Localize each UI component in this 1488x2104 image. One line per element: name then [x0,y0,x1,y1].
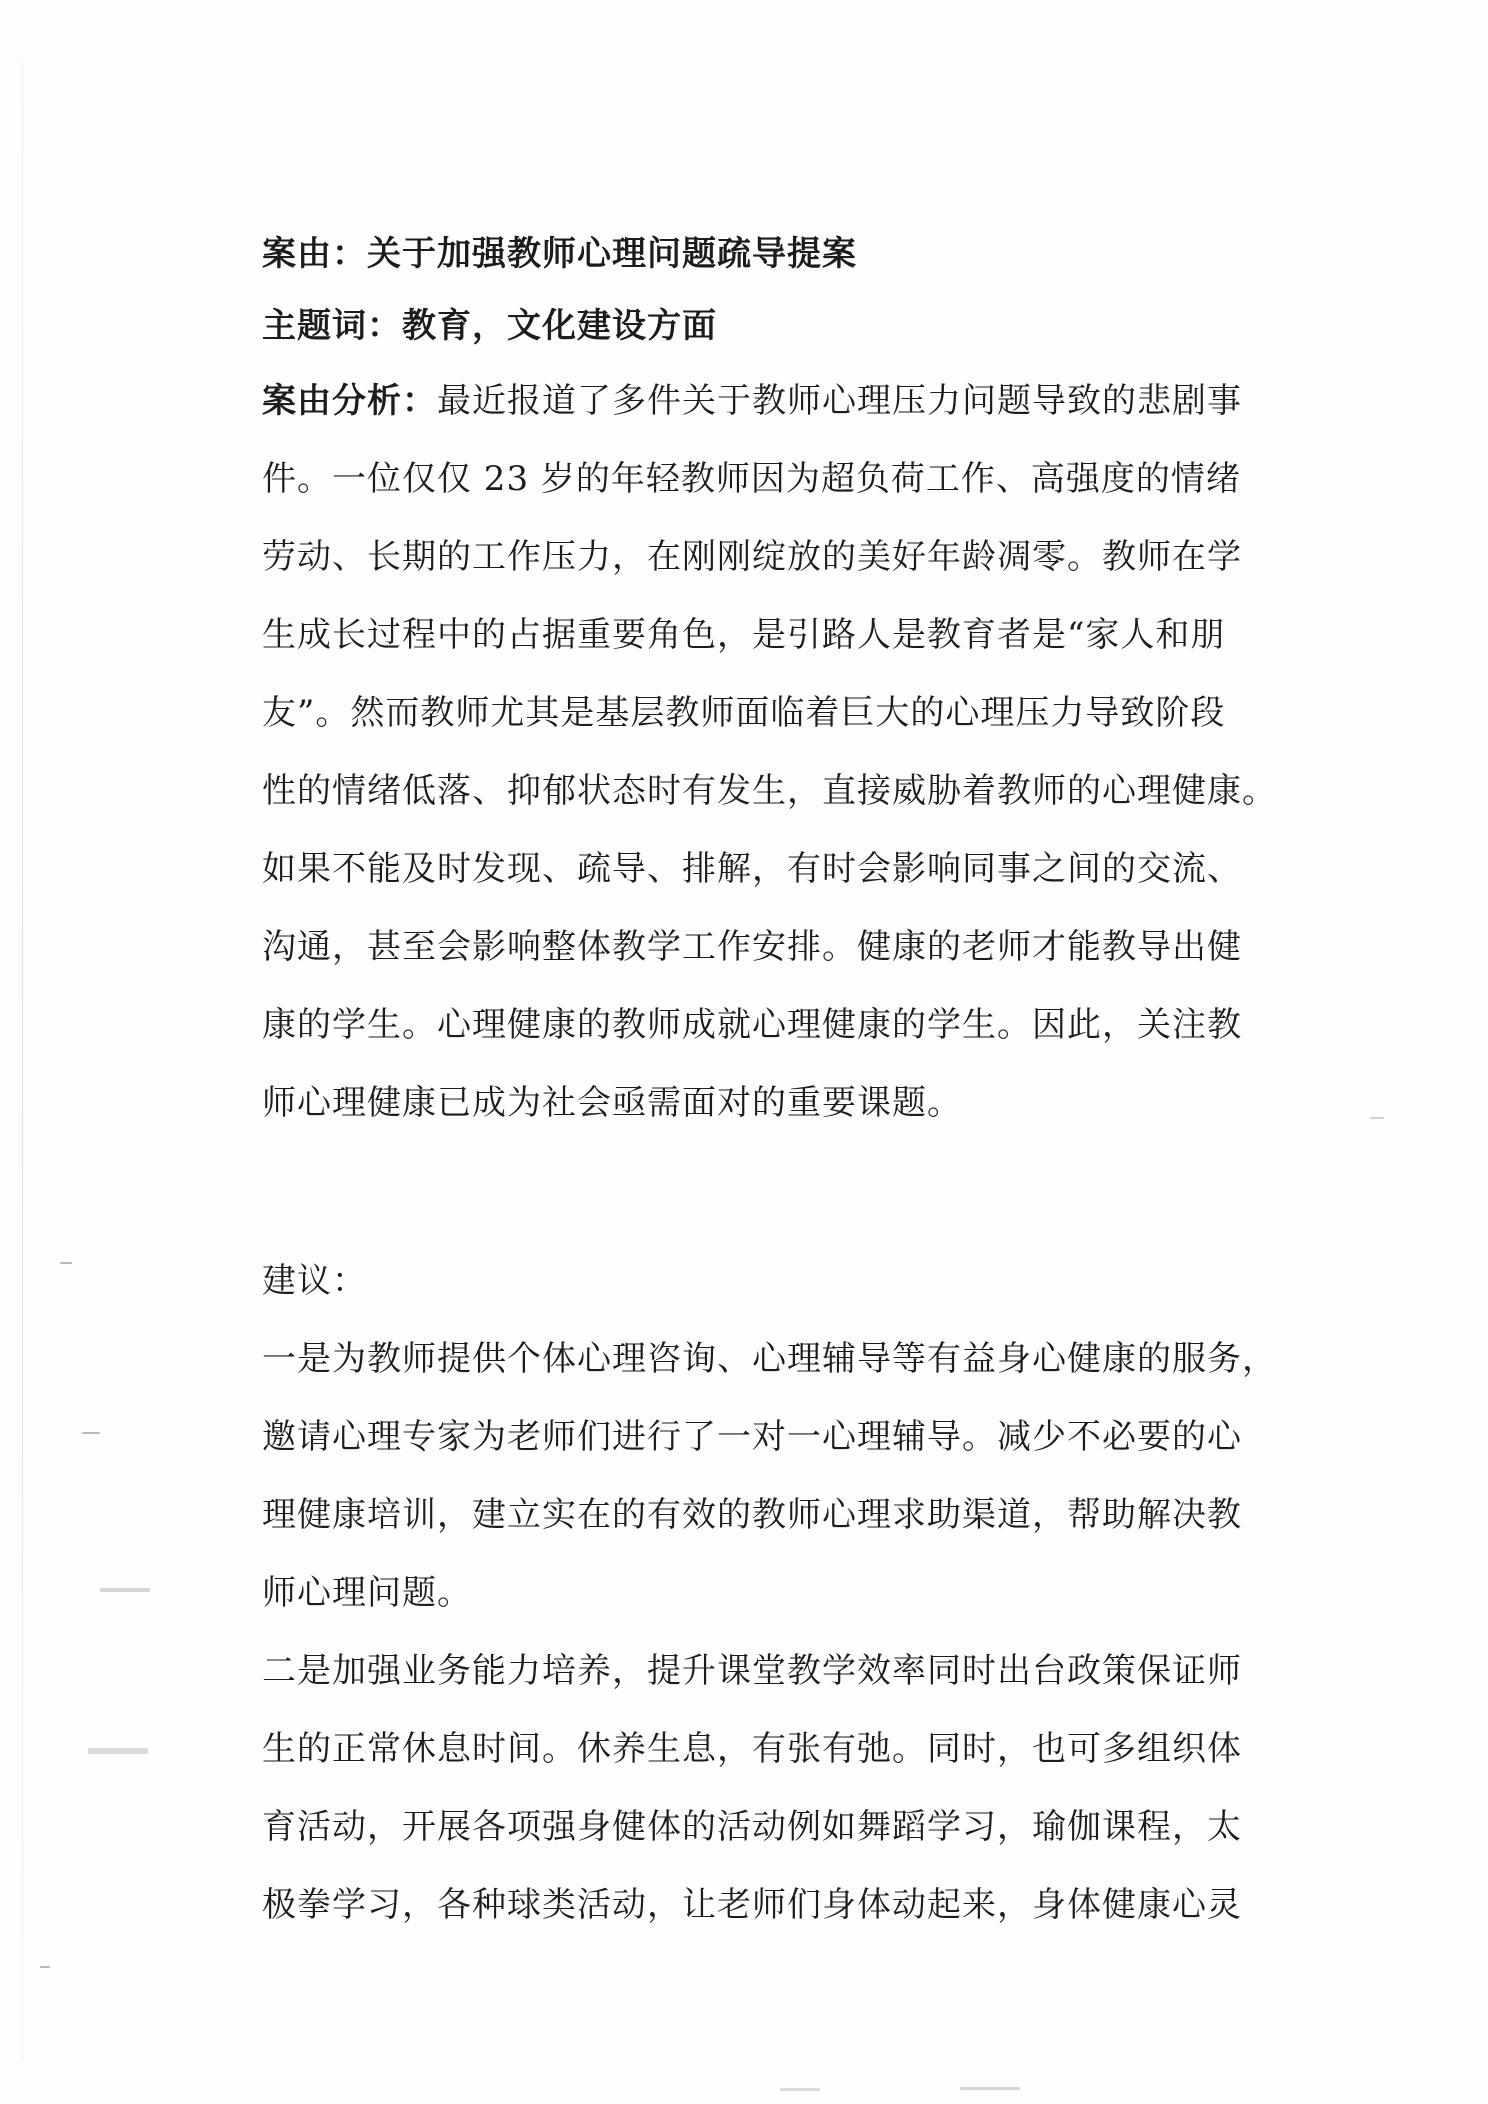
scan-speck [960,2087,1020,2090]
analysis-line: 生成长过程中的占据重要角色，是引路人是教育者是“家人和朋 [262,615,1226,655]
suggestion-line: 育活动，开展各项强身健体的活动例如舞蹈学习，瑜伽课程，太 [262,1807,1242,1847]
scan-margin-line [22,60,23,2060]
keywords-label: 主题词： [262,306,402,346]
suggestion-line: 二是加强业务能力培养，提升课堂教学效率同时出台政策保证师 [262,1651,1242,1691]
analysis-label: 案由分析： [262,381,437,421]
scan-speck [100,1588,150,1592]
scan-speck [88,1748,148,1754]
keywords-heading [262,290,1267,362]
suggestion-line: 邀请心理专家为老师们进行了一对一心理辅导。减少不必要的心 [262,1417,1242,1457]
section-spacer [262,1142,1267,1242]
analysis-line: 性的情绪低落、抑郁状态时有发生，直接威胁着教师的心理健康。 [262,771,1277,811]
scan-speck [82,1432,100,1434]
scan-speck [780,2088,820,2091]
analysis-line: 师心理健康已成为社会亟需面对的重要课题。 [262,1083,962,1123]
case-label: 案由： [262,234,367,274]
analysis-line: 案由分析：最近报道了多件关于教师心理压力问题导致的悲剧事 [262,381,1242,421]
scan-speck [40,1966,50,1968]
scan-speck [1370,1117,1384,1119]
scan-speck [60,1262,72,1264]
keywords-text: 教育，文化建设方面 [402,306,717,346]
analysis-paragraph [262,362,1277,1142]
suggestion-line: 师心理问题。 [262,1573,472,1613]
suggestions-title: 建议： [262,1261,367,1301]
case-heading [262,218,1267,290]
suggestion-item-2 [262,1632,1267,1944]
analysis-line: 友”。然而教师尤其是基层教师面临着巨大的心理压力导致阶段 [262,693,1226,733]
suggestion-line: 理健康培训，建立实在的有效的教师心理求助渠道，帮助解决教 [262,1495,1242,1535]
analysis-line: 如果不能及时发现、疏导、排解，有时会影响同事之间的交流、 [262,849,1242,889]
analysis-line: 劳动、长期的工作压力，在刚刚绽放的美好年龄凋零。教师在学 [262,537,1242,577]
document-body [262,218,1277,1944]
suggestion-item-1 [262,1320,1277,1632]
suggestion-line: 极拳学习，各种球类活动，让老师们身体动起来，身体健康心灵 [262,1885,1242,1925]
suggestion-line: 一是为教师提供个体心理咨询、心理辅导等有益身心健康的服务， [262,1339,1277,1379]
suggestion-line: 生的正常休息时间。休养生息，有张有弛。同时，也可多组织体 [262,1729,1242,1769]
analysis-line: 康的学生。心理健康的教师成就心理健康的学生。因此，关注教 [262,1005,1242,1045]
analysis-line: 沟通，甚至会影响整体教学工作安排。健康的老师才能教导出健 [262,927,1242,967]
analysis-line: 件。一位仅仅 23 岁的年轻教师因为超负荷工作、高强度的情绪 [262,459,1241,499]
case-title: 关于加强教师心理问题疏导提案 [367,234,857,274]
